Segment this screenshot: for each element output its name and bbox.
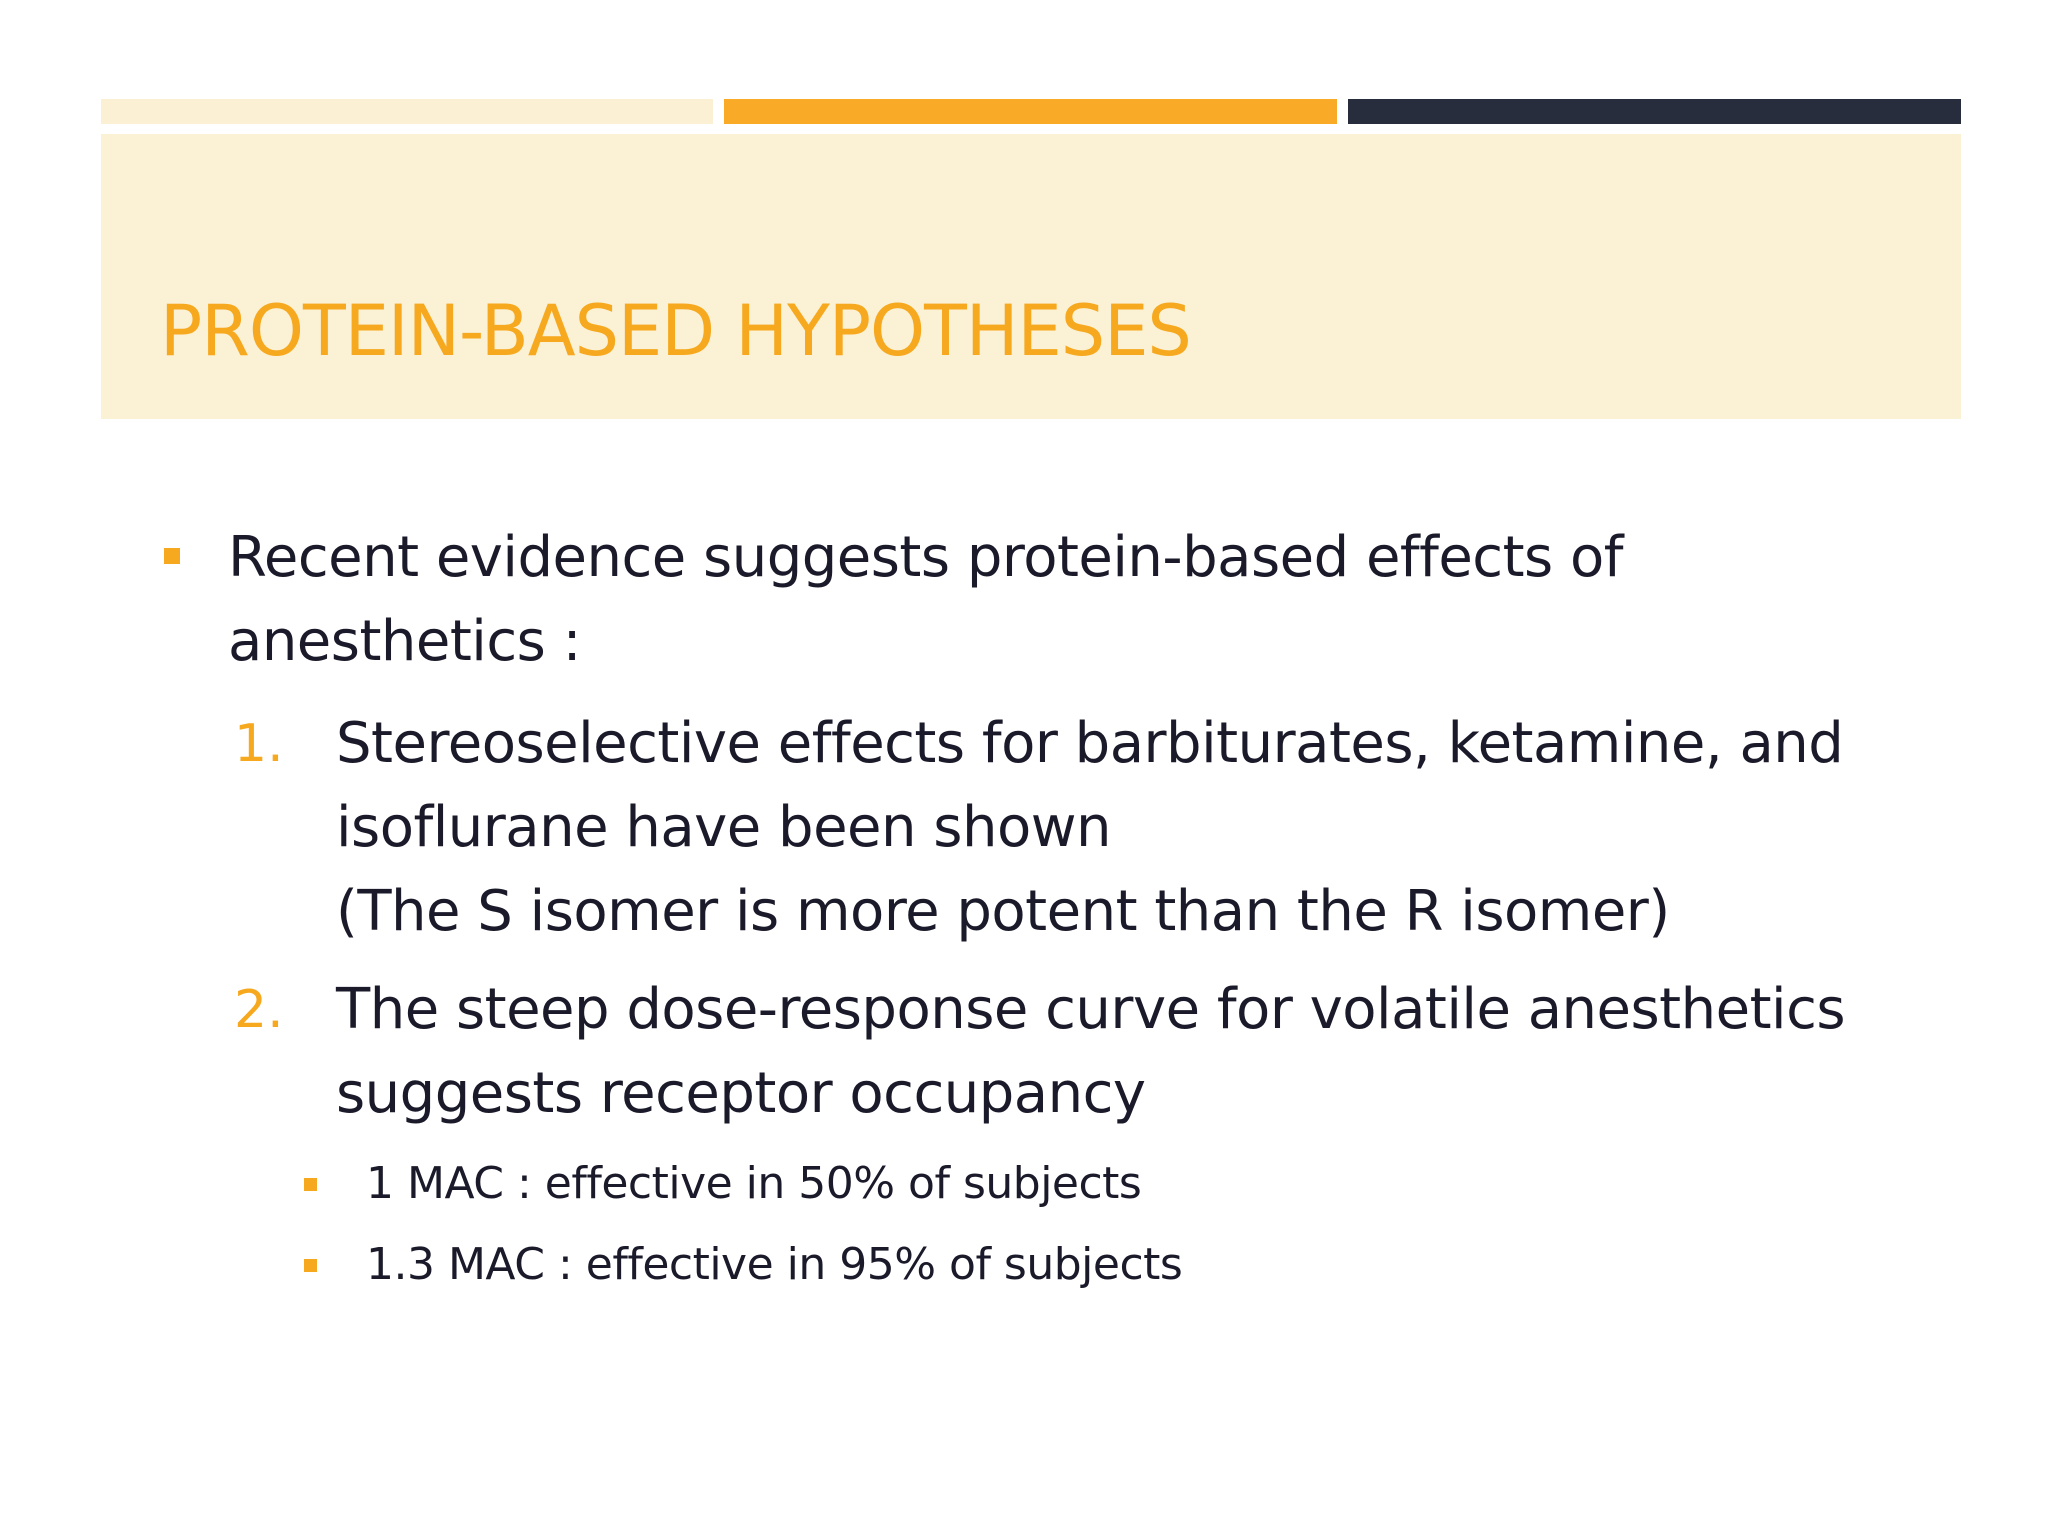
square-bullet-icon bbox=[164, 548, 180, 564]
list-number: 2. bbox=[234, 980, 284, 1040]
square-bullet-icon bbox=[304, 1178, 317, 1191]
square-bullet-icon bbox=[304, 1259, 317, 1272]
slide-title: PROTEIN-BASED HYPOTHESES bbox=[160, 290, 1191, 372]
list-item-line: isoflurane have been shown bbox=[336, 795, 1112, 860]
list-item-line: Stereoselective effects for barbiturates, ketamine, and bbox=[336, 711, 1844, 776]
sub-bullet-item: 1 MAC : effective in 50% of subjects bbox=[366, 1158, 1142, 1209]
list-number: 1. bbox=[234, 714, 284, 774]
list-item-line: suggests receptor occupancy bbox=[336, 1061, 1146, 1126]
sub-bullet-item: 1.3 MAC : effective in 95% of subjects bbox=[366, 1239, 1183, 1290]
bullet-line: Recent evidence suggests protein-based effects of bbox=[228, 525, 1623, 590]
list-item-line: (The S isomer is more potent than the R isomer) bbox=[336, 879, 1670, 944]
bullet-line: anesthetics : bbox=[228, 609, 581, 674]
list-item-line: The steep dose-response curve for volatile anesthetics bbox=[336, 977, 1846, 1042]
